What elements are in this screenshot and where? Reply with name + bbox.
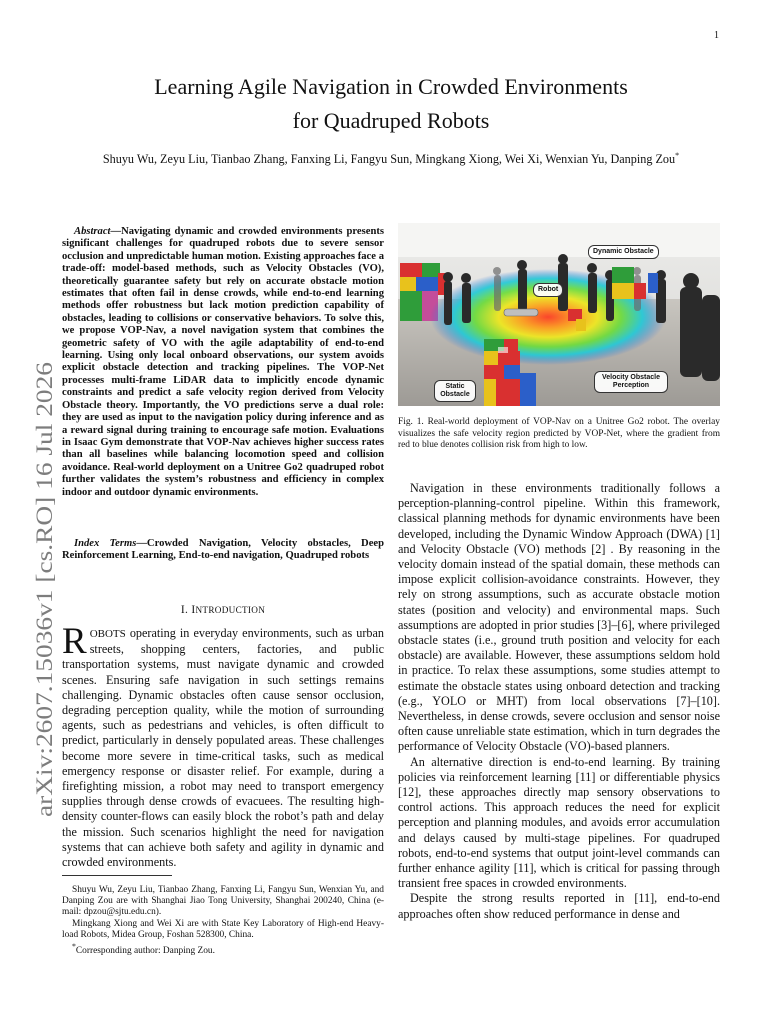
- arxiv-stamp-text: arXiv:2607.15036v1 [cs.RO] 16 Jul 2026: [32, 426, 58, 817]
- right-column-text: [398, 481, 720, 922]
- abstract-text: —Navigating dynamic and crowded environments presents significant challenges for quadruped robots due to severe sensor occlusion and unpredictable human motion. Existing approaches face a trade-off: model-based methods, such as Velocity Obstacles (VO), theoretically guarantee safety but rely on accurate obstacle motion estimates that often fail in dense crowds, while end-to-end learning methods offer robustness but lack motion prediction capability of obstacles, leading to collisions or conservative behaviors. To solve this, we propose VOP-Nav, a novel navigation system that combines the geometric safety of VO with the agile adaptability of end-to-end learning. Using only local onboard observations, our system avoids explicit obstacle detection and tracking pipelines. The VOP-Net processes multi-frame LiDAR data to implicitly encode dynamic constraints and predict a safe velocity region derived from Velocity Obstacle theory. Importantly, the VO predictions serve a dual role: they are used as input to the navigation policy during inference and as a reward signal during training to encourage safe motion. Evaluations in Isaac Gym demonstrate that VOP-Nav achieves higher success rates than all baselines while balancing locomotion speed and collision avoidance. Real-world deployment on a Unitree Go2 quadruped robot further validates the system’s robustness and efficiency in complex indoor and outdoor dynamic environments.: [62, 226, 384, 498]
- paragraph-pipeline: Navigation in these environments traditionally follows a perception-planning-control pipeline. Within this framework, classical planning methods for dynamic environments have been developed, including the Dynamic Window Approach (DWA) [1] and Velocity Obstacle (VO) methods [2] . By reasoning in the velocity domain instead of the spatial domain, these methods can impose explicit collision-avoidance constraints. However, they rely on strong assumptions, such as accurate obstacle motion states (position and velocity) and environmental maps. Such assumptions are adopted in prior studies [3]–[6], where privileged obstacle states (i.e., ground truth position and velocity for each obstacle) are available. However, these assumptions seldom hold in practice. To relax these assumptions, some studies attempt to estimate the obstacle states using onboard detection and tracking (e.g., YOLO or MHT) from local observations [7]–[10]. Nevertheless, in dense crowds, severe occlusion and sensor noise often cause unreliable state estimation, which in turn degrades the performance of Velocity Obstacle (VO)-based planners.: [398, 481, 720, 754]
- label-velocity-obstacle-perception: Velocity Obstacle Perception: [594, 371, 668, 393]
- section-heading-introduction: [62, 604, 384, 616]
- paragraph-despite: Despite the strong results reported in [11], end-to-end approaches often show reduced performance in dense and: [398, 891, 720, 921]
- introduction-paragraph: [62, 621, 384, 870]
- author-names: Shuyu Wu, Zeyu Liu, Tianbao Zhang, Fanxing Li, Fangyu Sun, Mingkang Xiong, Wei Xi, Wenxian Yu, Danping Zou: [102, 152, 676, 167]
- footnotes: [62, 885, 384, 957]
- footnote-affiliation-1: Shuyu Wu, Zeyu Liu, Tianbao Zhang, Fanxing Li, Fangyu Sun, Wenxian Yu, and Danping Zou are with Shanghai Jiao Tong University, Shanghai 200240, China (e-mail: dpzou@sjtu.edu.cn).: [62, 885, 384, 918]
- footnote-rule: [62, 875, 172, 876]
- title-line-1: Learning Agile Navigation in Crowded Environments: [154, 74, 628, 99]
- title-line-2: for Quadruped Robots: [292, 108, 490, 133]
- label-robot: Robot: [533, 283, 563, 297]
- label-dynamic-obstacle: Dynamic Obstacle: [588, 245, 659, 259]
- footnote-mark: *: [72, 942, 76, 952]
- first-word-rest: OBOTS: [89, 628, 126, 640]
- figure-photo: [398, 223, 720, 406]
- abstract: [62, 226, 384, 499]
- abstract-label: Abstract: [74, 226, 111, 237]
- index-terms-text: —Crowded Navigation, Velocity obstacles, Deep Reinforcement Learning, End-to-end navigation, Quadruped robots: [62, 538, 384, 562]
- index-terms: [62, 538, 384, 563]
- footnote-affiliation-2: Mingkang Xiong and Wei Xi are with State Key Laboratory of High-end Heavy-load Robots, Midea Group, Foshan 528300, China.: [62, 918, 384, 940]
- paragraph-end-to-end: An alternative direction is end-to-end learning. By training policies via reinforcement learning [11] or differentiable physics [12], these approaches directly map sensory observations to control actions. This approach reduces the need for explicit perception and planning modules, and avoids error accumulation and delays caused by multi-stage pipelines. For quadruped robots, end-to-end systems that output joint-level commands can further enhance agility [11], which is critical for passing through transient free spaces in crowded environments.: [398, 754, 720, 891]
- section-title-rest: NTRODUCTION: [195, 605, 266, 615]
- author-list: [70, 147, 712, 168]
- figure-caption: Fig. 1. Real-world deployment of VOP-Nav on a Unitree Go2 robot. The overlay visualizes the safe velocity region predicted by VOP-Net, where the gradient from red to blue denotes collision risk from high to low.: [398, 417, 720, 451]
- introduction-text: operating in everyday environments, such as urban streets, shopping centers, factories, and public transportation systems, must navigate dynamic and crowded scenes. Ensuring safe navigation in such settings remains challenging. Dynamic obstacles often cause sensor occlusion, degrading perception quality, while the motion of surrounding agents, such as pedestrians and vehicles, is often difficult to predict, particularly in densely populated areas. These challenges become more severe in time-critical tasks, such as medical emergency response or disaster relief. For example, during a firefighting mission, a robot may need to transport emergency supplies through dense crowds of evacuees. The resulting high-density counter-flows can easily block the robot’s path and delay the mission. Such scenarios highlight the need for navigation systems that can achieve both safety and agility in dynamic and crowded environments.: [62, 626, 384, 870]
- page-number: 1: [714, 30, 719, 41]
- paper-title: [0, 70, 782, 138]
- section-title-first: I: [191, 604, 196, 616]
- footnote-corresponding-text: Corresponding author: Danping Zou.: [75, 946, 215, 957]
- footnote-corresponding: [62, 941, 384, 957]
- index-terms-label: Index Terms: [74, 538, 137, 549]
- figure-1-image: [398, 223, 720, 406]
- drop-cap: R: [62, 621, 87, 662]
- corresponding-mark: *: [675, 151, 680, 160]
- section-number: I.: [180, 604, 189, 616]
- label-static-obstacle: Static Obstacle: [434, 380, 476, 402]
